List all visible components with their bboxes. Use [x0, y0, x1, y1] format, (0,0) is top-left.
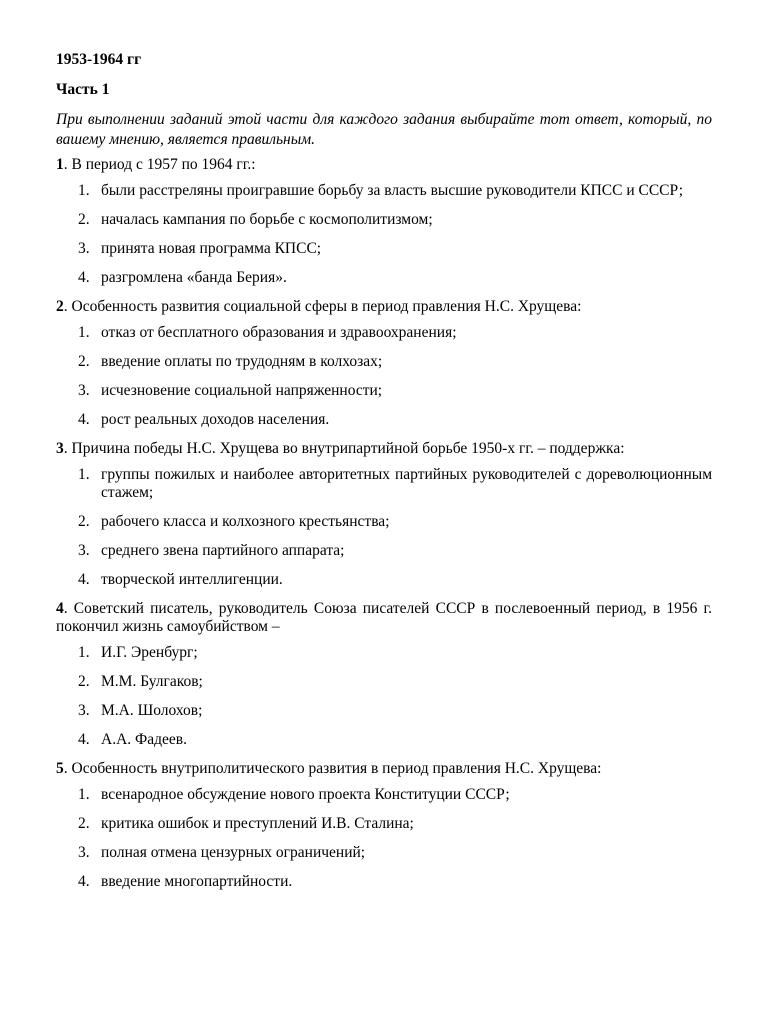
- instruction-text: При выполнении заданий этой части для каждого задания выбирайте тот ответ, который, по вашему мнению, является правильным.: [56, 111, 712, 148]
- option-number: 2.: [78, 815, 90, 832]
- option-number: 4.: [78, 731, 90, 748]
- answer-option: [56, 731, 712, 749]
- answer-option: [56, 211, 712, 229]
- question-number: 5: [56, 760, 64, 777]
- answer-option: [56, 702, 712, 720]
- option-number: 2.: [78, 353, 90, 370]
- answer-options: [56, 466, 712, 589]
- option-text: творческой интеллигенции.: [101, 571, 283, 588]
- option-text: отказ от бесплатного образования и здравоохранения;: [101, 324, 457, 341]
- answer-option: [56, 324, 712, 342]
- option-number: 4.: [78, 873, 90, 890]
- option-number: 4.: [78, 411, 90, 428]
- question-body: . Советский писатель, руководитель Союза писателей СССР в послевоенный период, в 1956 г. покончил жизнь самоубийством –: [56, 600, 712, 635]
- answer-option: [56, 644, 712, 662]
- option-text: всенародное обсуждение нового проекта Конституции СССР;: [101, 786, 510, 803]
- answer-options: [56, 324, 712, 429]
- option-text: введение оплаты по трудодням в колхозах;: [101, 353, 383, 370]
- answer-option: [56, 382, 712, 400]
- option-number: 3.: [78, 382, 90, 399]
- option-number: 2.: [78, 211, 90, 228]
- answer-option: [56, 513, 712, 531]
- option-number: 1.: [78, 182, 90, 199]
- question-text: [56, 298, 712, 316]
- option-number: 1.: [78, 466, 90, 483]
- answer-option: [56, 673, 712, 691]
- answer-option: [56, 411, 712, 429]
- option-number: 1.: [78, 324, 90, 341]
- answer-options: [56, 644, 712, 749]
- question-1: [56, 156, 712, 287]
- question-body: . Особенность внутриполитического развития в период правления Н.С. Хрущева:: [63, 760, 602, 777]
- option-text: были расстреляны проигравшие борьбу за власть высшие руководители КПСС и СССР;: [101, 182, 684, 199]
- document-title: 1953-1964 гг: [56, 51, 142, 68]
- option-text: исчезновение социальной напряженности;: [101, 382, 383, 399]
- option-number: 2.: [78, 673, 90, 690]
- option-text: рост реальных доходов населения.: [101, 411, 330, 428]
- option-text: И.Г. Эренбург;: [101, 644, 198, 661]
- option-text: рабочего класса и колхозного крестьянства;: [101, 513, 390, 530]
- question-3: [56, 440, 712, 589]
- option-number: 4.: [78, 269, 90, 286]
- answer-option: [56, 786, 712, 804]
- question-5: [56, 760, 712, 891]
- part-heading: Часть 1: [56, 81, 110, 98]
- option-text: группы пожилых и наиболее авторитетных партийных руководителей с дореволюционным стажем;: [101, 466, 712, 501]
- question-text: [56, 156, 712, 174]
- option-number: 3.: [78, 844, 90, 861]
- question-number: 4: [56, 600, 64, 617]
- question-number: 1: [56, 156, 64, 173]
- answer-options: [56, 786, 712, 891]
- option-text: А.А. Фадеев.: [101, 731, 187, 748]
- answer-option: [56, 466, 712, 502]
- option-number: 3.: [78, 240, 90, 257]
- option-number: 4.: [78, 571, 90, 588]
- option-text: М.М. Булгаков;: [101, 673, 203, 690]
- question-body: . Особенность развития социальной сферы в период правления Н.С. Хрущева:: [63, 298, 582, 315]
- option-text: критика ошибок и преступлений И.В. Сталина;: [101, 815, 414, 832]
- question-text: [56, 600, 712, 636]
- answer-option: [56, 269, 712, 287]
- option-number: 3.: [78, 702, 90, 719]
- option-text: полная отмена цензурных ограничений;: [101, 844, 366, 861]
- answer-option: [56, 542, 712, 560]
- question-4: [56, 600, 712, 749]
- option-text: началась кампания по борьбе с космополитизмом;: [101, 211, 433, 228]
- answer-option: [56, 571, 712, 589]
- answer-option: [56, 844, 712, 862]
- answer-option: [56, 815, 712, 833]
- answer-options: [56, 182, 712, 287]
- option-number: 1.: [78, 644, 90, 661]
- question-body: . Причина победы Н.С. Хрущева во внутрипартийной борьбе 1950-х гг. – поддержка:: [63, 440, 625, 457]
- answer-option: [56, 873, 712, 891]
- question-text: [56, 440, 712, 458]
- option-number: 3.: [78, 542, 90, 559]
- option-text: М.А. Шолохов;: [101, 702, 203, 719]
- question-body: . В период с 1957 по 1964 гг.:: [63, 156, 256, 173]
- question-number: 2: [56, 298, 64, 315]
- answer-option: [56, 182, 712, 200]
- option-text: принята новая программа КПСС;: [101, 240, 322, 257]
- question-2: [56, 298, 712, 429]
- option-number: 1.: [78, 786, 90, 803]
- answer-option: [56, 240, 712, 258]
- option-text: введение многопартийности.: [101, 873, 293, 890]
- answer-option: [56, 353, 712, 371]
- option-number: 2.: [78, 513, 90, 530]
- question-number: 3: [56, 440, 64, 457]
- option-text: среднего звена партийного аппарата;: [101, 542, 345, 559]
- question-text: [56, 760, 712, 778]
- option-text: разгромлена «банда Берия».: [101, 269, 287, 286]
